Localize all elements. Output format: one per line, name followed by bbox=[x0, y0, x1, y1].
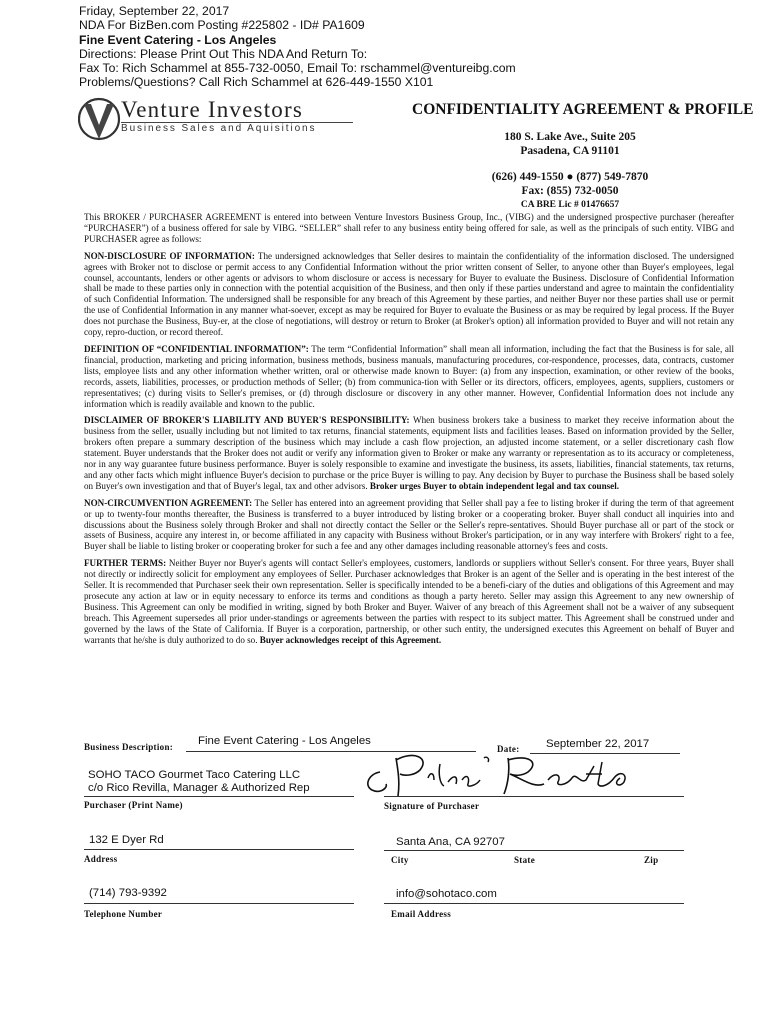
agreement-intro: This BROKER / PURCHASER AGREEMENT is entered into between Venture Investors Business Group, Inc., (VIBG) and the undersigned prospective purchaser (hereafter “PURCHASER”) of a business offered for sale by VIBG. “SELLER” shall refer to any business entity being offered for sale, as well as the principals of such entity. VIBG and PURCHASER agree as follows: bbox=[84, 212, 734, 244]
state-label: State bbox=[514, 855, 535, 865]
email-line bbox=[384, 903, 684, 904]
company-city: Pasadena, CA 91101 bbox=[520, 145, 620, 157]
email-label: Email Address bbox=[391, 909, 451, 919]
business-description-field[interactable]: Fine Event Catering - Los Angeles bbox=[198, 735, 371, 747]
purchaser-rep-field[interactable]: c/o Rico Revilla, Manager & Authorized Rep bbox=[88, 782, 310, 794]
section-heading: DEFINITION OF “CONFIDENTIAL INFORMATION”: bbox=[84, 343, 309, 354]
business-description-label: Business Description: bbox=[84, 742, 174, 752]
purchaser-line bbox=[84, 796, 354, 797]
agreement-body bbox=[84, 212, 734, 652]
city-label: City bbox=[391, 855, 409, 865]
header-problems: Problems/Questions? Call Rich Schammel at 626-449-1550 X101 bbox=[79, 75, 434, 90]
venture-investors-logo bbox=[78, 95, 360, 145]
address-field[interactable]: 132 E Dyer Rd bbox=[89, 834, 164, 846]
section-further-terms bbox=[84, 558, 734, 645]
address-line bbox=[84, 849, 354, 850]
header-fax-email: Fax To: Rich Schammel at 855-732-0050, Email To: rschammel@ventureibg.com bbox=[79, 61, 516, 76]
nda-header bbox=[79, 4, 719, 90]
logo-tagline: Business Sales and Aquisitions bbox=[121, 123, 317, 134]
section-text: The term “Confidential Information” shall mean all information, including the fact that the Business is for sale, all financial, production, marketing and pricing information, business methods, business manuals, manufacturing procedures, cor-respondence, processes, data, contracts, customer lists, employee lists and any other information whether written, oral or otherwise made known to Buyer: (a) from any inspection, examination, or other review of the books, records, assets, liabilities, processes, or production methods of Seller; (b) from communica-tion with Seller or its directors, officers, employees, agents, suppliers, customers or representatives; (c) during visits to Seller's premises, or (d) through disclosure or discovery in any other manner. However, Confidential Information does not include any information which is readily available and known to the public. bbox=[84, 343, 734, 409]
telephone-field[interactable]: (714) 793-9392 bbox=[89, 887, 167, 899]
email-field[interactable]: info@sohotaco.com bbox=[396, 888, 497, 900]
section-closing: Broker urges Buyer to obtain independent legal and tax counsel. bbox=[369, 480, 619, 491]
section-text: The Seller has entered into an agreement providing that Seller shall pay a fee to listing broker if during the term of that agreement or up to twenty-four months thereafter, the Business is transferred to a buyer introduced by listing broker or a cooperating broker. Buyer shall conduct all inquiries into and discussions about the Business solely through Broker and shall not directly contact the Seller or the Seller's repre-sentatives. Should Buyer purchase all or part of the stock or assets of Business, acquire any interest in, or become affiliated in any capacity with Business without Broker's participation, or in any way interfere with Brokers' right to a fee, Buyer shall be liable to listing broker or cooperating broker for such a fee and any other damages including reasonable attorney's fees and costs. bbox=[84, 497, 734, 552]
section-non-circumvention bbox=[84, 498, 734, 553]
section-heading: NON-CIRCUMVENTION AGREEMENT: bbox=[84, 497, 253, 508]
company-street: 180 S. Lake Ave., Suite 205 bbox=[504, 131, 636, 143]
header-business-name: Fine Event Catering - Los Angeles bbox=[79, 32, 277, 47]
purchaser-name-field[interactable]: SOHO TACO Gourmet Taco Catering LLC bbox=[88, 769, 301, 781]
section-text: The undersigned acknowledges that Seller desires to maintain the confidentiality of the information disclosed. The undersigned agrees with Broker not to disclose or permit access to any Confidential Information without the prior written consent of Seller, to anyone other than Buyer's employees, legal counsel, accountants, lenders or other agents or advisors to whom disclosure or access is necessary for Buyer to evaluate the Business. Disclosure of Confidential Information shall be made to these parties only in connection with the potential acquisition of the Business, and then only if these parties understand and agree to maintain the confidentiality of such Confidential Information. The undersigned shall be responsible for any breach of this Agreement by these parties, and neither Buyer nor these parties shall use or permit the use of Confidential Information in any manner what-soever, except as may be required for Buyer to evaluate the Business or as may be required by legal process. If the Buyer does not purchase the Business, Buy-er, at the close of negotiations, will destroy or return to Broker (at Broker's option) all information provided to Buyer and will not retain any copy, repro-duction, or record thereof. bbox=[84, 250, 734, 338]
telephone-label: Telephone Number bbox=[84, 909, 163, 919]
date-field[interactable]: September 22, 2017 bbox=[546, 738, 650, 750]
city-line bbox=[384, 850, 684, 851]
city-field[interactable]: Santa Ana, CA 92707 bbox=[396, 836, 505, 848]
header-directions: Directions: Please Print Out This NDA And Return To: bbox=[79, 46, 368, 61]
section-definition bbox=[84, 344, 734, 409]
signature-line bbox=[384, 796, 684, 797]
section-heading: FURTHER TERMS: bbox=[84, 558, 167, 569]
section-closing: Buyer acknowledges receipt of this Agreement. bbox=[259, 634, 442, 645]
v-emblem-icon bbox=[78, 95, 122, 143]
section-text: When business brokers take a business to market they receive information about the business from the seller, usually including but not limited to tax returns, financial statements, equipment lists and facilities leases. Based on information provided by the Seller, brokers often prepare a summary description of the business which may include a cash flow projection, an adjusted income statement, or a seller discretionary cash flow statement. Buyer understands that the Broker does not audit or verify any information given to Broker or make any warranty or representation as to its accuracy or completeness, nor in any way guarantee future business performance. Buyer is solely responsible to examine and investigate the business, its assets, liabilities, financial statements, tax returns, and any other facts which might influence Buyer's decision to purchase or the price Buyer is willing to pay. Any decision by Buyer to purchase the Business shall be based solely on Buyer's own investigation and that of Buyer's legal, tax and other advisors. bbox=[84, 415, 735, 491]
header-posting: NDA For BizBen.com Posting #225802 - ID# PA1609 bbox=[79, 18, 365, 33]
zip-label: Zip bbox=[644, 855, 659, 865]
address-label: Address bbox=[84, 854, 118, 864]
section-non-disclosure bbox=[84, 251, 734, 338]
section-text: Neither Buyer nor Buyer's agents will contact Seller's employees, customers, landlords or suppliers without Seller's consent. For three years, Buyer shall not directly or indirectly solicit for employment any employees of Seller. Purchaser acknowledges that Broker is an agent of the Seller and is operating in the best interest of the Seller. It is recommended that Purchaser seek their own representation. Seller is specifically intended to be a benefi-ciary of the duties and obligations of this Agreement and may prosecute any action at law or in equity necessary to enforce its terms and conditions as though a party hereto. Seller may assign this Agreement to any new ownership of Business. This Agreement can only be modified in writing, signed by both Broker and Buyer. Waiver of any breach of this Agreement shall not be a waiver of any subsequent breach. This Agreement supersedes all prior under-standings or agreements between the parties with respect to its subject matter. This Agreement shall be construed under and governed by the laws of the State of California. If Buyer is a corporation, partnership, or other such entity, the undersigned executes this Agreement on behalf of Buyer and warrants that he/she is duly authorized to do so. bbox=[84, 558, 734, 645]
company-address bbox=[450, 130, 690, 212]
purchaser-label: Purchaser (Print Name) bbox=[84, 800, 183, 810]
header-date: Friday, September 22, 2017 bbox=[79, 4, 230, 18]
company-license: CA BRE Lic # 01476657 bbox=[520, 200, 620, 210]
logo-name: Venture Investors bbox=[121, 97, 303, 122]
telephone-line bbox=[84, 903, 354, 904]
page-title: CONFIDENTIALITY AGREEMENT & PROFILE bbox=[412, 101, 754, 118]
company-phones: (626) 449-1550 ● (877) 549-7870 bbox=[491, 171, 649, 183]
company-fax: Fax: (855) 732-0050 bbox=[521, 185, 619, 197]
section-disclaimer bbox=[84, 415, 734, 491]
purchaser-signature bbox=[358, 744, 658, 804]
section-heading: NON-DISCLOSURE OF INFORMATION: bbox=[84, 250, 255, 261]
section-heading: DISCLAIMER OF BROKER'S LIABILITY AND BUYER'S RESPONSIBILITY: bbox=[84, 415, 410, 426]
signature-label: Signature of Purchaser bbox=[384, 801, 480, 811]
date-label: Date: bbox=[497, 744, 520, 754]
